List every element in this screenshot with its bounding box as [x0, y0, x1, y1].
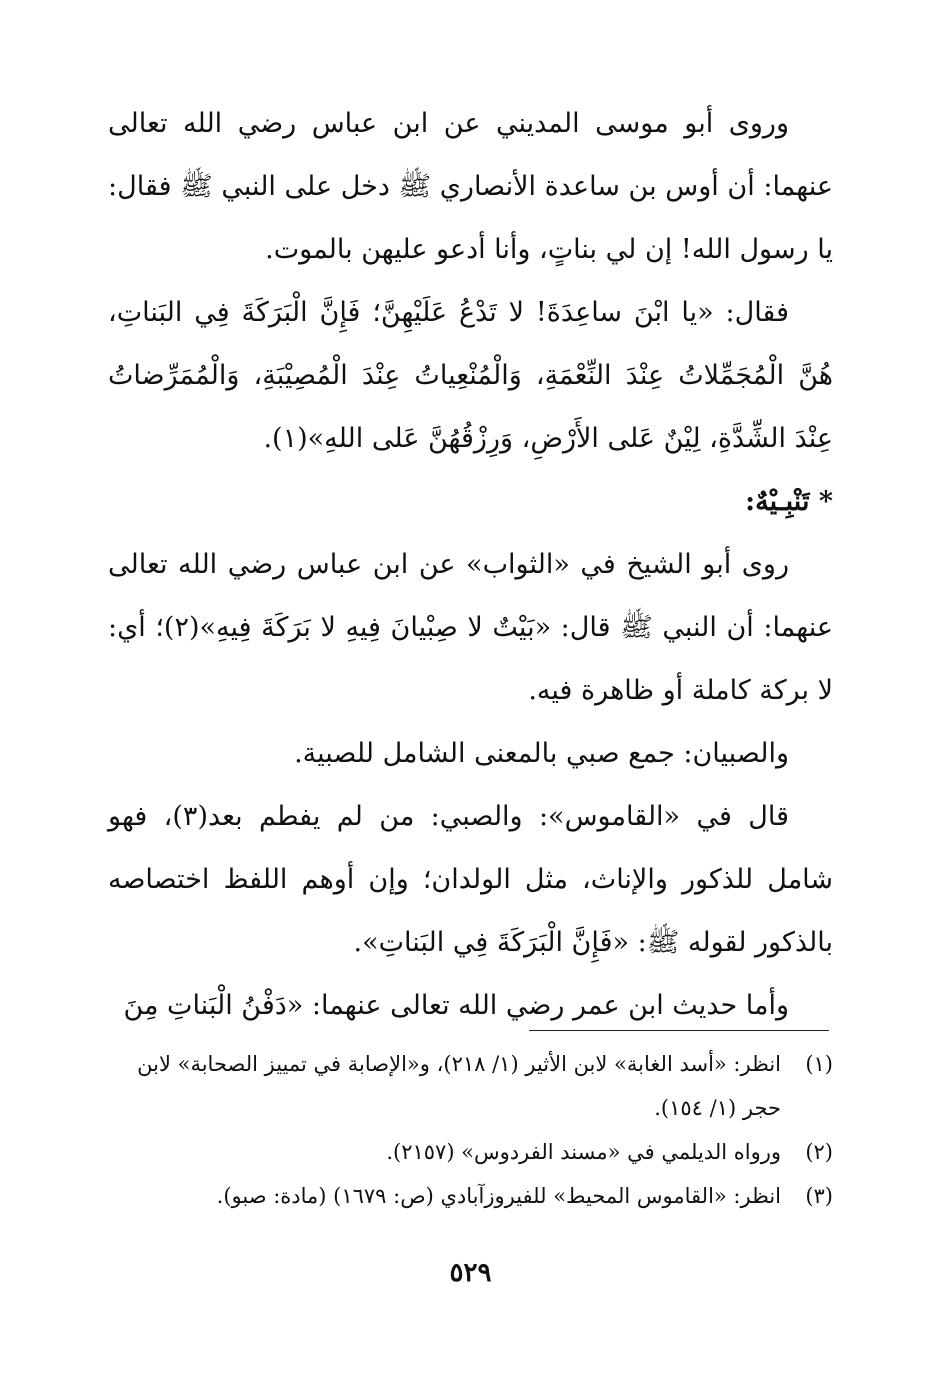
paragraph-abu-al-shaykh: روى أبو الشيخ في «الثواب» عن ابن عباس رضي الله تعالى عنهما: أن النبي ﷺ قال: «بَيْتٌ لا صِبْيانَ فِيهِ لا بَرَكَةَ فِيهِ»(٢)؛ أي: لا بركة كاملة أو ظاهرة فيه.	[108, 549, 833, 706]
paragraph-ibn-umar: وأما حديث ابن عمر رضي الله تعالى عنهما: «دَفْنُ الْبَناتِ مِنَ	[123, 990, 789, 1021]
footnote-text: انظر: «القاموس المحيط» للفيروزآبادي (ص: ١٦٧٩) (مادة: صبو).	[216, 1184, 781, 1208]
footnote-number: (٢)	[805, 1140, 833, 1164]
footnote-item	[108, 1130, 833, 1174]
footnote-number: (٣)	[805, 1184, 833, 1208]
paragraph-qamus: قال في «القاموس»: والصبي: من لم يفطم بعد(٣)، فهو شامل للذكور والإناث، مثل الولدان؛ وإن أوهم اللفظ اختصاصه بالذكور لقوله ﷺ: «فَإِنَّ الْبَرَكَةَ فِي البَناتِ».	[108, 801, 833, 958]
footnote-number: (١)	[805, 1052, 833, 1076]
main-text	[108, 92, 833, 1037]
paragraph-sibyan-definition: والصبيان: جمع صبي بالمعنى الشامل للصبية.	[294, 738, 789, 769]
page-number: ٥٢٩	[449, 1258, 492, 1288]
footnotes	[108, 1042, 833, 1218]
footnote-separator	[529, 1030, 829, 1031]
paragraph-narration: وروى أبو موسى المديني عن ابن عباس رضي الله تعالى عنهما: أن أوس بن ساعدة الأنصاري ﷺ دخل على النبي ﷺ فقال: يا رسول الله! إن لي بناتٍ، وأنا أدعو عليهن بالموت.	[108, 108, 833, 265]
paragraph-hadith-reply: فقال: «يا ابْنَ ساعِدَةَ! لا تَدْعُ عَلَيْهِنَّ؛ فَإِنَّ الْبَرَكَةَ فِي البَناتِ، هُنَّ الْمُجَمِّلاتُ عِنْدَ النِّعْمَةِ، وَالْمُنْعِياتُ عِنْدَ الْمُصِيْبَةِ، وَالْمُمَرِّضاتُ عِنْدَ الشِّدَّةِ، لِيْنٌ عَلى الأَرْضِ، وَرِزْقُهُنَّ عَلى اللهِ»(١).	[108, 297, 833, 454]
footnote-text: انظر: «أسد الغابة» لابن الأثير (١/ ٢١٨)، و«الإصابة في تمييز الصحابة» لابن حجر (١/ ١٥٤).	[137, 1052, 781, 1120]
section-heading-tanbih: * تَنْبِـيْهٌ:	[745, 486, 833, 517]
footnote-item	[108, 1174, 833, 1218]
footnote-item	[108, 1042, 833, 1130]
footnote-text: ورواه الديلمي في «مسند الفردوس» (٢١٥٧).	[386, 1140, 781, 1164]
